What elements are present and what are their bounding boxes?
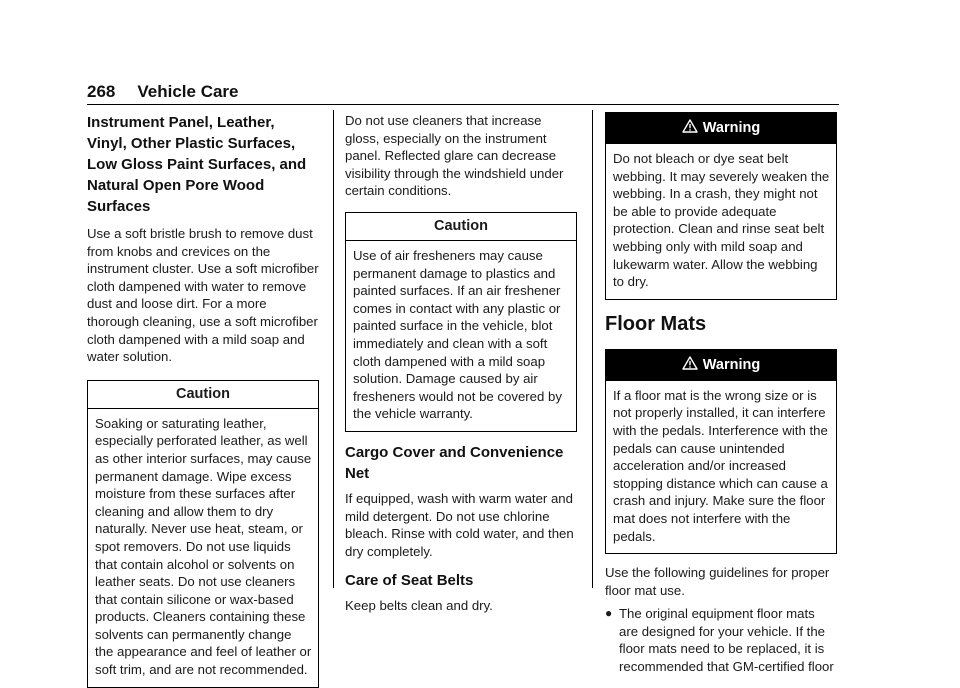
cargo-cover-body: If equipped, wash with warm water and mild detergent. Do not use chlorine bleach. Rinse with cold water, and then dry completely. xyxy=(345,490,574,559)
warning-text: Do not bleach or dye seat belt webbing. It may severely weaken the webbing. In a crash, they might not be able to provide adequate protection. Clean and rinse seat belt webbing only with mild soap and lukewarm water. Allow the webbing to dry. xyxy=(613,151,830,290)
caution-text: Use of air fresheners may cause permanent damage to plastics and painted surfaces. If an air freshener comes in contact with any plastic or painted surface in the vehicle, blot immediately and clean with a soft cloth dampened with a mild soap solution. Damage caused by air fresheners would not be covered by the vehicle warranty. xyxy=(353,247,562,422)
warning-header xyxy=(606,113,836,144)
bullet-icon: ● xyxy=(605,606,613,621)
warning-header xyxy=(606,350,836,381)
page-header xyxy=(87,82,239,102)
warning-triangle-icon xyxy=(682,356,698,370)
column-divider-1 xyxy=(333,110,334,588)
column-3 xyxy=(605,112,837,676)
seat-belts-heading: Care of Seat Belts xyxy=(345,572,474,590)
floor-mat-guideline-list xyxy=(605,605,837,675)
list-item xyxy=(605,605,837,675)
caution-text: Soaking or saturating leather, especially perforated leather, as well as other interior surfaces, may cause permanent damage. Wipe excess moisture from these surfaces after cleaning and allow them to dry naturally. Never use heat, steam, or spot removers. Do not use liquids that contain alcohol or solvents on leather seats. Do not use cleaners that contain silicone or wax-based products. Cleaners containing these solvents can permanently change the appearance and feel of leather or soft trim, and are not recommended. xyxy=(95,415,312,678)
warning-box-seat-belts xyxy=(605,112,837,300)
warning-title: Warning xyxy=(702,356,761,373)
warning-box-floor-mats xyxy=(605,349,837,554)
caution-title: Caution xyxy=(346,213,576,241)
floor-mats-heading: Floor Mats xyxy=(605,312,707,335)
gloss-cleaner-paragraph: Do not use cleaners that increase gloss, especially on the instrument panel. Reflected glare can decrease visibility through the windshield under certain conditions. xyxy=(345,113,564,199)
header-rule xyxy=(87,104,839,105)
instrument-panel-heading: Instrument Panel, Leather, Vinyl, Other Plastic Surfaces, Low Gloss Paint Surfaces, and Natural Open Pore Wood Surfaces xyxy=(87,114,307,215)
warning-triangle-icon xyxy=(682,119,698,133)
cargo-cover-heading: Cargo Cover and Convenience Net xyxy=(345,443,564,482)
warning-title: Warning xyxy=(702,120,761,136)
floor-mat-guidelines: Use the following guidelines for proper floor mat use. xyxy=(605,565,830,598)
column-1 xyxy=(87,112,319,688)
caution-box-air-fresheners xyxy=(345,212,577,432)
caution-title: Caution xyxy=(88,381,318,409)
column-2 xyxy=(345,112,577,615)
bullet-text: The original equipment floor mats are designed for your vehicle. If the floor mats need to be replaced, it is recommended that GM-certified floor xyxy=(619,606,834,675)
caution-box-leather xyxy=(87,380,319,688)
warning-text: If a floor mat is the wrong size or is not properly installed, it can interfere with the pedals. Interference with the pedals can cause unintended acceleration and/or increased stopping distance which can cause a crash and injury. Make sure the floor mat does not interfere with the pedals. xyxy=(613,387,828,544)
instrument-panel-body: Use a soft bristle brush to remove dust from knobs and crevices on the instrument cluster. Use a soft microfiber cloth dampened with water to remove dust and loose dirt. For a more thorough cleaning, use a soft microfiber cloth dampened with a mild soap and water solution. xyxy=(87,226,319,365)
section-title: Vehicle Care xyxy=(137,82,239,101)
seat-belts-body: Keep belts clean and dry. xyxy=(345,598,493,614)
column-divider-2 xyxy=(592,110,593,588)
page-number: 268 xyxy=(87,82,116,101)
